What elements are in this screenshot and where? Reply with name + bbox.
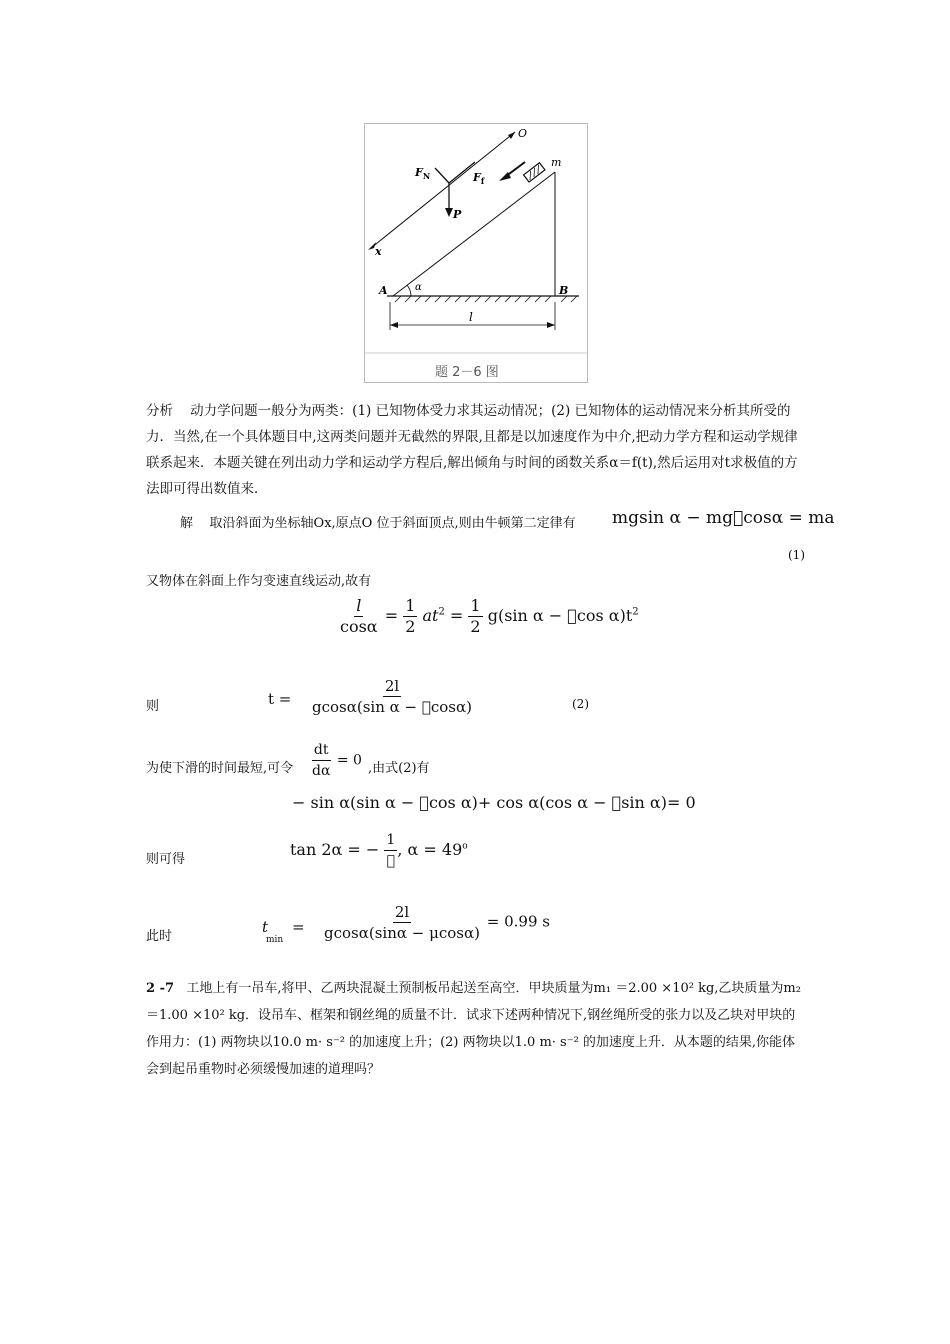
incline-line (393, 172, 555, 296)
dim-arrow-right-icon (547, 322, 555, 328)
motion-half-num: 1 (405, 596, 416, 615)
equation-2-den: gcosα(sin α −  cosα) (312, 698, 472, 716)
motion-intro: 又物体在斜面上作匀变速直线运动,故有 (146, 574, 372, 589)
motion-half2-den: 2 (470, 617, 481, 636)
axis-arrow-icon (508, 132, 515, 139)
equation-3: − sin α(sin α −  cos α)+ cos α(cos α −  sin α)= 0 (292, 793, 696, 812)
tmin-sub: min (266, 935, 284, 945)
equation-5-num: 2l (394, 903, 410, 921)
condition-rhs: = 0 (336, 752, 362, 769)
condition-den: dα (312, 763, 331, 779)
then-label: 则 (146, 699, 160, 714)
equation-4-den:   (386, 853, 396, 869)
label-A: A (379, 284, 388, 297)
analysis-paragraph (146, 398, 806, 502)
equation-motion (338, 596, 639, 637)
equation-5-den: gcosα(sinα − μcosα) (324, 924, 480, 942)
label-m: m (551, 156, 562, 169)
condition-text-1: 为使下滑的时间最短,可令 (146, 761, 294, 776)
equation-2-num: 2l (384, 677, 400, 695)
motion-half-den: 2 (405, 617, 416, 636)
motion-eq-sign: = (384, 606, 399, 625)
problem-text: 工地上有一吊车,将甲、乙两块混凝土预制板吊起送至高空．甲块质量为m₁ ＝2.00 ×10² kg,乙块质量为m₂ ＝1.00 ×10² kg．设吊车、框架和钢丝绳的质量不计．试求下述两种情况下,钢丝绳所受的张力以及乙块对甲块的作用力：(1) 两物块以10.0 m· s⁻² 的加速度上升；(2) 两物块以1.0 m· s⁻² 的加速度上升．从本题的结果,你能体会到起吊重物时必须缓慢加速的道理吗？ (146, 981, 801, 1077)
motion-rest-sup: 2 (632, 606, 639, 618)
condition-derivative (310, 740, 362, 781)
motion-at-sup: 2 (438, 606, 445, 618)
incline-figure (364, 123, 588, 383)
label-Ff: $F_f$ (473, 171, 485, 186)
label-B: B (559, 284, 569, 297)
label-x: x (375, 245, 382, 258)
dim-arrow-left-icon (390, 322, 398, 328)
equation-2-number: (2) (572, 697, 589, 711)
problem-2-7 (146, 975, 808, 1083)
equation-1-number: (1) (788, 548, 805, 562)
angle-arc (407, 285, 411, 296)
label-l: l (469, 310, 473, 324)
equation-4-num: 1 (384, 830, 397, 851)
result-label: 则可得 (146, 852, 186, 867)
solution-intro (180, 515, 576, 533)
condition-text-2: ,由式(2)有 (368, 761, 430, 776)
solution-heading: 解 (180, 516, 194, 531)
motion-rest: g(sin α −  cos α)t (487, 606, 633, 625)
tmin-t: t (262, 918, 269, 936)
equation-4-rhs: , α = 49 (397, 840, 463, 859)
motion-den-cos: cosα (340, 617, 378, 636)
analysis-text: 动力学问题一般分为两类：(1) 已知物体受力求其运动情况；(2) 已知物体的运动情况来分析其所受的力．当然,在一个具体题目中,这两类问题并无截然的界限,且都是以加速度作为中介,把动力学方程和运动学规律联系起来．本题关键在列出动力学和运动学方程后,解出倾角与时间的函数关系α＝f(t),然后运用对t求极值的方法即可得出数值来． (146, 403, 798, 497)
block-m (524, 163, 545, 182)
motion-half2-num: 1 (470, 596, 481, 615)
condition-num: dt (312, 740, 331, 761)
label-FN: $F_N$ (415, 166, 431, 181)
label-P: P (453, 208, 462, 221)
force-Ff-line (449, 162, 475, 183)
motion-num-l: l (356, 596, 362, 615)
equation-1: mgsin α − mg cosα = ma (612, 508, 835, 528)
equation-4 (290, 830, 468, 871)
equation-4-deg: o (462, 841, 468, 852)
force-P-arrow-icon (445, 208, 453, 217)
incline-diagram (365, 124, 587, 382)
equation-4-lhs: tan 2α = − (290, 840, 380, 859)
equation-5-rhs: = 0.99 s (486, 912, 550, 931)
label-alpha: α (415, 282, 422, 293)
force-FN-line (435, 168, 449, 183)
problem-number: 2 -7 (146, 981, 175, 996)
analysis-heading: 分析 (146, 403, 173, 419)
equation-2 (310, 676, 474, 717)
solution-intro-text: 取沿斜面为坐标轴Ox,原点O 位于斜面顶点,则由牛顿第二定律有 (209, 516, 576, 531)
x-axis-line (371, 132, 515, 248)
equation-5 (322, 902, 550, 943)
label-O: O (518, 127, 528, 140)
tmin-label: 此时 (146, 929, 173, 944)
ground-hatch (395, 296, 577, 302)
figure-caption: 题 2－6 图 (435, 365, 499, 380)
tmin-eq: = (292, 918, 305, 936)
equation-2-lhs: t = (268, 690, 292, 708)
motion-eq-sign-2: = (449, 606, 464, 625)
tmin-symbol (262, 918, 268, 936)
motion-at: at (422, 606, 439, 625)
